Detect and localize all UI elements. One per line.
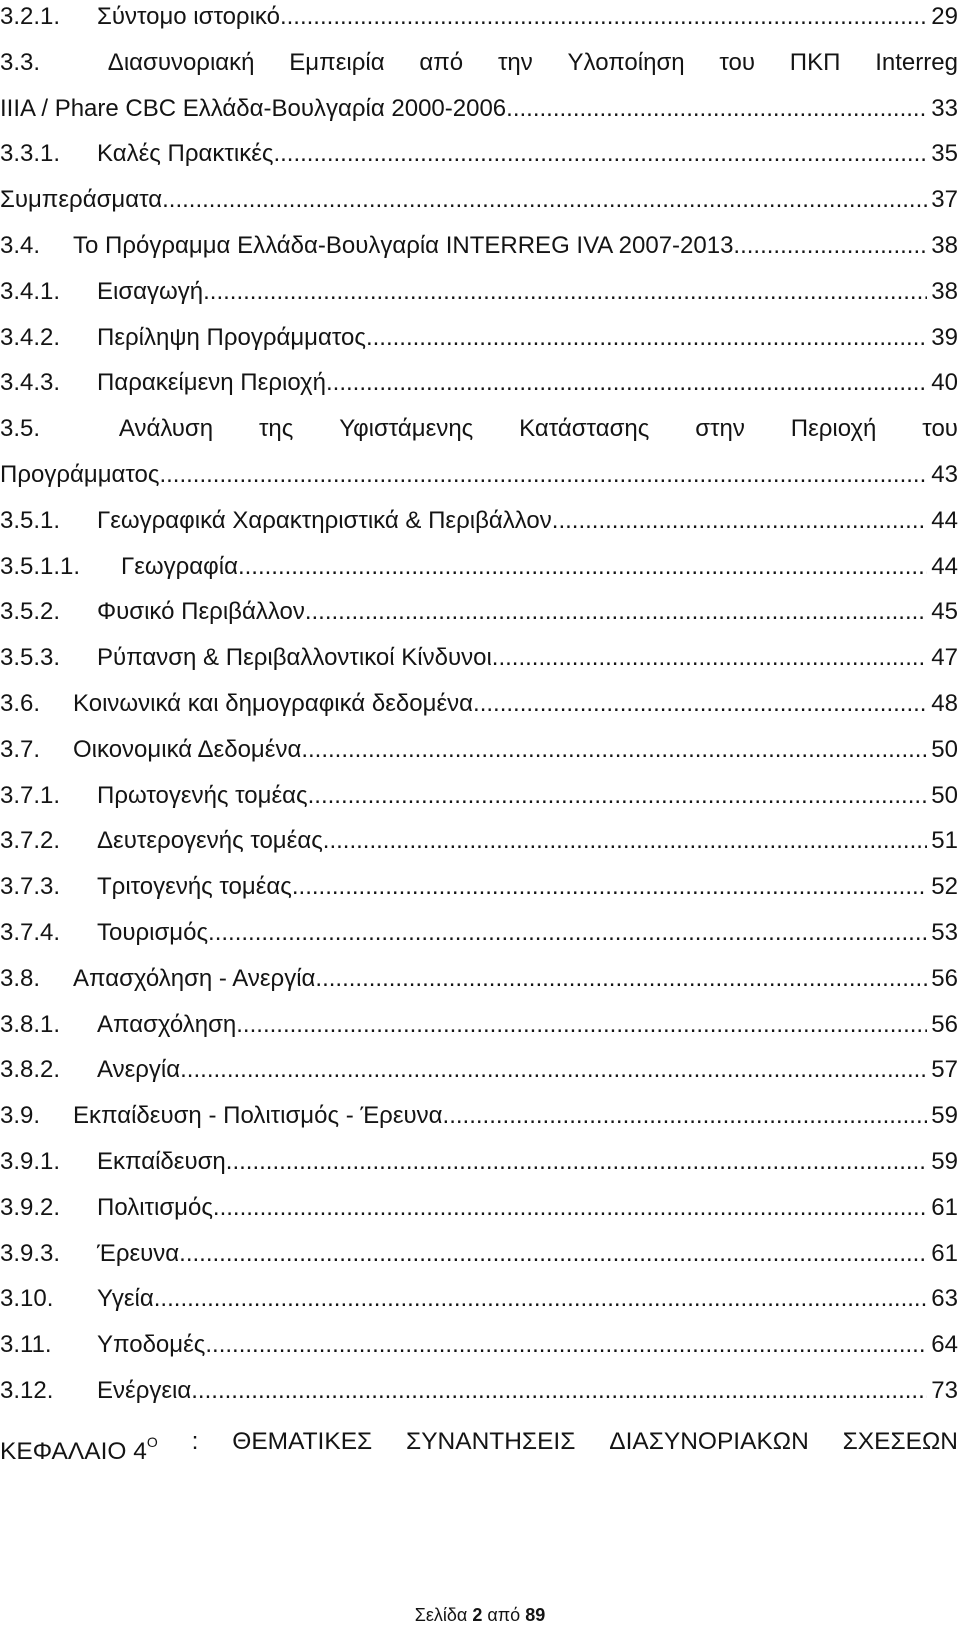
toc-number: 3.5.1.1. — [0, 553, 81, 580]
toc-entry[interactable] — [0, 183, 958, 217]
dot-leader — [492, 641, 928, 675]
toc-entry[interactable] — [0, 0, 958, 34]
toc-page-number: 51 — [931, 827, 958, 854]
toc-entry[interactable] — [0, 1328, 958, 1362]
toc-number: 3.8. — [0, 965, 41, 992]
toc-entry[interactable] — [0, 779, 958, 813]
toc-title: Υποδομές — [97, 1331, 206, 1358]
toc-title: Πρωτογενής τομέας — [97, 782, 308, 809]
toc-number: 3.7. — [0, 736, 41, 763]
toc-number: 3.5.1. — [0, 507, 61, 534]
toc-number: 3.4. — [0, 232, 41, 259]
toc-number: 3.5.3. — [0, 644, 61, 671]
dot-leader — [305, 595, 927, 629]
page-footer — [0, 1605, 960, 1626]
toc-title-word: του — [719, 49, 756, 76]
toc-entry[interactable] — [0, 366, 958, 400]
toc-page-number: 38 — [931, 232, 958, 259]
toc-title: Σύντομο ιστορικό — [97, 3, 280, 30]
dot-leader — [191, 1374, 927, 1408]
dot-leader — [280, 0, 927, 34]
toc-entry[interactable] — [0, 137, 958, 171]
footer-of: από — [487, 1605, 521, 1625]
toc-entry[interactable] — [0, 321, 958, 355]
chapter-word: ΣΧΕΣΕΩΝ — [842, 1428, 958, 1455]
toc-page-number: 64 — [931, 1331, 958, 1358]
toc-title-word: Ανάλυση — [118, 415, 214, 442]
chapter-word: ΘΕΜΑΤΙΚΕΣ — [232, 1428, 373, 1455]
toc-title-word: Διασυνοριακή — [107, 49, 255, 76]
dot-leader — [208, 916, 927, 950]
toc-title: Συμπεράσματα — [0, 186, 163, 213]
toc-title: Ενέργεια — [97, 1377, 192, 1404]
toc-page-number: 59 — [931, 1102, 958, 1129]
dot-leader — [159, 458, 927, 492]
toc-number: 3.12. — [0, 1377, 54, 1404]
toc-title-word: ΠΚΠ — [789, 49, 841, 76]
toc-number: 3.3.1. — [0, 140, 61, 167]
dot-leader — [315, 962, 927, 996]
toc-number: 3.5.2. — [0, 598, 61, 625]
toc-title: Προγράμματος — [0, 460, 160, 488]
toc-title: Το Πρόγραμμα Ελλάδα-Βουλγαρία INTERREG IVA 2007-2013 — [73, 232, 734, 259]
toc-page-number: 37 — [931, 186, 958, 213]
chapter-heading — [0, 1425, 958, 1469]
toc-number: 3.8.1. — [0, 1011, 61, 1038]
toc-title: Φυσικό Περιβάλλον — [97, 598, 305, 625]
toc-page-number: 38 — [931, 278, 958, 305]
toc-entry[interactable] — [0, 1053, 958, 1087]
toc-page-number: 59 — [931, 1148, 958, 1175]
toc-title-word: Κατάστασης — [519, 415, 650, 442]
toc-number: 3.11. — [0, 1331, 52, 1358]
dot-leader — [308, 779, 928, 813]
toc-page-number: 47 — [931, 644, 958, 671]
toc-entry[interactable] — [0, 1237, 958, 1271]
toc-title: Εκπαίδευση - Πολιτισμός - Έρευνα — [73, 1102, 443, 1129]
dot-leader — [326, 366, 927, 400]
toc-title: Τριτογενής τομέας — [97, 873, 292, 900]
toc-page-number: 43 — [931, 460, 958, 488]
dot-leader — [205, 1328, 927, 1362]
toc-entry[interactable] — [0, 641, 958, 675]
toc-number: 3.4.2. — [0, 324, 61, 351]
toc-page-number: 61 — [931, 1194, 958, 1221]
toc-title: Απασχόληση - Ανεργία — [73, 965, 316, 992]
dot-leader — [301, 733, 927, 767]
toc-title: Γεωγραφία — [121, 553, 238, 580]
toc-page-number: 44 — [931, 507, 958, 534]
toc-number: 3.3. — [0, 49, 41, 76]
toc-title: Εισαγωγή — [97, 278, 204, 305]
toc-number: 3.7.2. — [0, 827, 61, 854]
toc-page-number: 53 — [931, 919, 958, 946]
dot-leader — [443, 1099, 928, 1133]
toc-entry[interactable] — [0, 733, 958, 767]
toc-entry[interactable] — [0, 504, 958, 538]
toc-entry[interactable] — [0, 46, 958, 126]
toc-page-number: 40 — [931, 369, 958, 396]
toc-page-number: 56 — [931, 1011, 958, 1038]
dot-leader — [506, 92, 927, 126]
dot-leader — [733, 229, 927, 263]
toc-entry[interactable] — [0, 1374, 958, 1408]
toc-title-word: από — [419, 49, 464, 76]
toc-entry[interactable] — [0, 229, 958, 263]
toc-number: 3.9.1. — [0, 1148, 61, 1175]
toc-title: Καλές Πρακτικές — [97, 140, 274, 167]
toc-title: Πολιτισμός — [97, 1194, 213, 1221]
toc-page-number: 61 — [931, 1240, 958, 1267]
toc-number: 3.2.1. — [0, 3, 61, 30]
toc-page-number: 29 — [931, 3, 958, 30]
toc-entry[interactable] — [0, 1282, 958, 1316]
toc-page-number: 48 — [931, 690, 958, 717]
dot-leader — [236, 1008, 927, 1042]
dot-leader — [292, 870, 927, 904]
toc-title-word: Interreg — [875, 49, 958, 76]
toc-entry[interactable] — [0, 687, 958, 721]
toc-number: 3.9.2. — [0, 1194, 61, 1221]
toc-title: Ανεργία — [97, 1056, 181, 1083]
dot-leader — [179, 1237, 927, 1271]
toc-title: IIIA / Phare CBC Ελλάδα-Βουλγαρία 2000-2006 — [0, 94, 507, 122]
footer-current-page: 2 — [472, 1605, 483, 1625]
toc-number: 3.4.1. — [0, 278, 61, 305]
dot-leader — [273, 137, 927, 171]
footer-total-pages: 89 — [525, 1605, 546, 1625]
toc-title-word: του — [922, 415, 958, 442]
dot-leader — [203, 275, 927, 309]
toc-page-number: 39 — [931, 324, 958, 351]
toc-page-number: 45 — [931, 598, 958, 625]
toc-title-word: Εμπειρία — [289, 49, 385, 76]
toc-title: Τουρισμός — [97, 919, 209, 946]
toc-entry[interactable] — [0, 1099, 958, 1133]
toc-page-number: 44 — [931, 553, 958, 580]
toc-number: 3.10. — [0, 1285, 54, 1312]
toc-title: Οικονομικά Δεδομένα — [73, 736, 302, 763]
toc-title-word: της — [258, 415, 294, 442]
toc-title: Έρευνα — [97, 1240, 180, 1267]
toc-title: Ρύπανση & Περιβαλλοντικοί Κίνδυνοι — [97, 644, 492, 671]
toc-page-number: 50 — [931, 782, 958, 809]
footer-label: Σελίδα — [414, 1605, 468, 1625]
dot-leader — [154, 1282, 928, 1316]
toc-title: Δευτερογενής τομέας — [97, 827, 323, 854]
toc-title: Παρακείμενη Περιοχή — [97, 369, 326, 396]
dot-leader — [366, 321, 927, 355]
toc-number: 3.7.4. — [0, 919, 61, 946]
chapter-word: : — [191, 1428, 199, 1455]
dot-leader — [180, 1053, 927, 1087]
toc-entry[interactable] — [0, 870, 958, 904]
toc-page-number: 56 — [931, 965, 958, 992]
toc-title-word: Υλοποίηση — [567, 49, 685, 76]
toc-page-number: 73 — [931, 1377, 958, 1404]
toc-title: Υγεία — [97, 1285, 154, 1312]
toc-number: 3.7.3. — [0, 873, 61, 900]
dot-leader — [226, 1145, 928, 1179]
toc-number: 3.6. — [0, 690, 41, 717]
dot-leader — [213, 1191, 927, 1225]
dot-leader — [473, 687, 927, 721]
toc-entry[interactable] — [0, 1008, 958, 1042]
toc-number: 3.9. — [0, 1102, 41, 1129]
toc-title: Κοινωνικά και δημογραφικά δεδομένα — [73, 690, 474, 717]
toc-entry[interactable] — [0, 1191, 958, 1225]
toc-page-number: 52 — [931, 873, 958, 900]
toc-entry[interactable] — [0, 595, 958, 629]
dot-leader — [162, 183, 927, 217]
toc-title-word: στην — [695, 415, 745, 442]
chapter-word: ΔΙΑΣΥΝΟΡΙΑΚΩΝ — [609, 1428, 809, 1455]
toc-page-number: 63 — [931, 1285, 958, 1312]
toc-page-number: 33 — [931, 94, 958, 122]
chapter-prefix: ΚΕΦΑΛΑΙΟ $4^O$ — [0, 1434, 158, 1465]
toc-title: Εκπαίδευση — [97, 1148, 226, 1175]
toc-page-number: 57 — [931, 1056, 958, 1083]
toc-entry[interactable] — [0, 275, 958, 309]
toc-title: Γεωγραφικά Χαρακτηριστικά & Περιβάλλον — [97, 507, 552, 534]
toc-entry[interactable] — [0, 1145, 958, 1179]
toc-title: Απασχόληση — [97, 1011, 237, 1038]
toc-title-word: Περιοχή — [790, 415, 877, 442]
toc-page-number: 35 — [931, 140, 958, 167]
toc-number: 3.9.3. — [0, 1240, 61, 1267]
toc-entry[interactable] — [0, 916, 958, 950]
toc-number: 3.4.3. — [0, 369, 61, 396]
dot-leader — [552, 504, 928, 538]
toc-entry[interactable] — [0, 550, 958, 584]
toc-page-number: 50 — [931, 736, 958, 763]
toc-entry[interactable] — [0, 962, 958, 996]
toc-entry[interactable] — [0, 412, 958, 492]
toc-entry[interactable] — [0, 824, 958, 858]
toc-title-word: την — [497, 49, 533, 76]
chapter-word: ΣΥΝΑΝΤΗΣΕΙΣ — [406, 1428, 576, 1455]
dot-leader — [238, 550, 927, 584]
toc-number: 3.8.2. — [0, 1056, 61, 1083]
toc-number: 3.5. — [0, 415, 41, 442]
toc-title: Περίληψη Προγράμματος — [97, 324, 366, 351]
toc-number: 3.7.1. — [0, 782, 61, 809]
dot-leader — [323, 824, 928, 858]
toc-title-word: Υφιστάμενης — [339, 415, 474, 442]
